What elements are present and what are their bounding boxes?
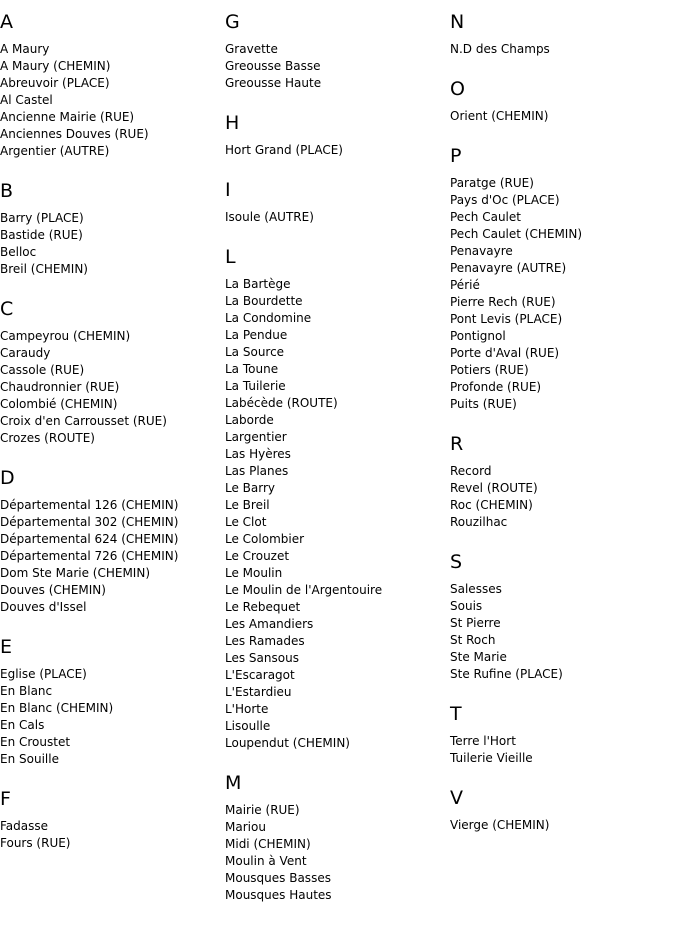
street-item: A Maury [0,42,50,56]
street-item: Crozes (ROUTE) [0,431,95,445]
street-item: Orient (CHEMIN) [450,109,549,123]
street-list [225,142,450,159]
street-item: Le Moulin [225,566,283,580]
street-item: Campeyrou (CHEMIN) [0,329,131,343]
street-item: Fours (RUE) [0,836,71,850]
street-item: L'Escaragot [225,668,295,682]
street-item: Pont Levis (PLACE) [450,312,563,326]
street-item: Chaudronnier (RUE) [0,380,120,394]
street-item: La Bourdette [225,294,303,308]
letter-section [0,788,225,852]
section-letter-heading: R [450,433,464,455]
letter-section [450,433,675,531]
section-letter-heading: O [450,78,465,100]
street-list [450,817,675,834]
street-item: Anciennes Douves (RUE) [0,127,149,141]
street-item: En Croustet [0,735,71,749]
letter-section [225,11,450,92]
street-item: Vierge (CHEMIN) [450,818,550,832]
street-item: Mousques Hautes [225,888,332,902]
street-item: Argentier (AUTRE) [0,144,110,158]
street-item: Dom Ste Marie (CHEMIN) [0,566,150,580]
street-item: Ste Rufine (PLACE) [450,667,563,681]
street-item: En Blanc [0,684,53,698]
street-item: Le Crouzet [225,549,290,563]
street-item: La Bartège [225,277,291,291]
section-letter-heading: B [0,180,14,202]
street-item: Las Planes [225,464,289,478]
letter-section [450,145,675,413]
section-letter-heading: I [225,179,231,201]
street-item: Pech Caulet (CHEMIN) [450,227,582,241]
street-item: Largentier [225,430,287,444]
street-item: Le Barry [225,481,276,495]
letter-section [450,551,675,683]
street-item: Caraudy [0,346,51,360]
street-item: Ste Marie [450,650,507,664]
street-item: St Pierre [450,616,501,630]
street-item: Barry (PLACE) [0,211,84,225]
letter-section [450,78,675,125]
street-item: Ancienne Mairie (RUE) [0,110,135,124]
street-item: Colombié (CHEMIN) [0,397,118,411]
street-list [450,175,675,413]
letter-section [0,298,225,447]
street-item: Départemental 302 (CHEMIN) [0,515,179,529]
street-item: L'Horte [225,702,269,716]
street-list [0,41,225,160]
street-item: N.D des Champs [450,42,550,56]
street-item: Eglise (PLACE) [0,667,87,681]
street-item: Départemental 726 (CHEMIN) [0,549,179,563]
section-letter-heading: G [225,11,240,33]
street-list [0,818,225,852]
street-item: Pierre Rech (RUE) [450,295,556,309]
street-item: Le Moulin de l'Argentouire [225,583,383,597]
street-item: La Condomine [225,311,312,325]
street-item: Loupendut (CHEMIN) [225,736,350,750]
street-item: Souis [450,599,483,613]
street-list [225,276,450,752]
street-list [0,497,225,616]
street-item: Greousse Basse [225,59,321,73]
section-letter-heading: L [225,246,236,268]
street-item: Potiers (RUE) [450,363,529,377]
street-item: Las Hyères [225,447,291,461]
street-item: Al Castel [0,93,53,107]
street-list [450,733,675,767]
street-item: Mairie (RUE) [225,803,300,817]
street-item: La Toune [225,362,279,376]
street-item: Paratge (RUE) [450,176,534,190]
street-item: Penavayre [450,244,513,258]
street-item: Mariou [225,820,266,834]
letter-section [0,180,225,278]
street-item: Roc (CHEMIN) [450,498,533,512]
street-item: Périé [450,278,480,292]
index-column [225,0,450,904]
street-item: Penavayre (AUTRE) [450,261,567,275]
street-item: St Roch [450,633,496,647]
street-item: Isoule (AUTRE) [225,210,314,224]
street-item: Belloc [0,245,37,259]
street-item: Douves d'Issel [0,600,87,614]
street-item: Le Clot [225,515,267,529]
section-letter-heading: C [0,298,14,320]
street-item: Hort Grand (PLACE) [225,143,343,157]
section-letter-heading: E [0,636,13,658]
street-item: Départemental 126 (CHEMIN) [0,498,179,512]
street-item: Le Colombier [225,532,305,546]
street-item: Pech Caulet [450,210,521,224]
street-item: Départemental 624 (CHEMIN) [0,532,179,546]
section-letter-heading: S [450,551,463,573]
street-item: Les Ramades [225,634,305,648]
street-item: Salesses [450,582,502,596]
letter-section [225,112,450,159]
street-item: Moulin à Vent [225,854,307,868]
street-list [0,328,225,447]
street-item: La Tuilerie [225,379,286,393]
street-item: Lisoulle [225,719,271,733]
section-letter-heading: T [450,703,462,725]
street-item: Croix d'en Carrousset (RUE) [0,414,167,428]
section-letter-heading: H [225,112,240,134]
street-item: La Source [225,345,285,359]
street-list [450,41,675,58]
street-item: Les Sansous [225,651,299,665]
street-item: Le Breil [225,498,270,512]
street-item: Terre l'Hort [450,734,516,748]
street-item: La Pendue [225,328,288,342]
street-item: Les Amandiers [225,617,314,631]
street-item: Douves (CHEMIN) [0,583,106,597]
section-letter-heading: F [0,788,11,810]
street-item: En Souille [0,752,59,766]
letter-section [450,11,675,58]
section-letter-heading: M [225,772,242,794]
street-item: Rouzilhac [450,515,508,529]
street-item: Pontignol [450,329,506,343]
section-letter-heading: D [0,467,15,489]
street-item: Bastide (RUE) [0,228,83,242]
street-item: Gravette [225,42,278,56]
letter-section [225,179,450,226]
street-list [225,41,450,92]
street-item: Record [450,464,492,478]
letter-section [225,772,450,904]
street-list [450,581,675,683]
street-item: Labécède (ROUTE) [225,396,338,410]
letter-section [0,467,225,616]
street-list [450,463,675,531]
street-item: A Maury (CHEMIN) [0,59,111,73]
street-item: Revel (ROUTE) [450,481,538,495]
street-item: Breil (CHEMIN) [0,262,88,276]
street-list [450,108,675,125]
street-item: Puits (RUE) [450,397,517,411]
street-list [225,209,450,226]
street-list [0,666,225,768]
street-list [225,802,450,904]
street-item: Le Rebequet [225,600,301,614]
street-item: L'Estardieu [225,685,292,699]
street-item: En Blanc (CHEMIN) [0,701,114,715]
street-list [0,210,225,278]
index-column [450,0,675,834]
letter-section [0,636,225,768]
street-item: Abreuvoir (PLACE) [0,76,110,90]
section-letter-heading: V [450,787,463,809]
letter-section [450,703,675,767]
section-letter-heading: P [450,145,462,167]
street-item: Pays d'Oc (PLACE) [450,193,560,207]
street-item: Tuilerie Vieille [450,751,533,765]
street-item: Laborde [225,413,274,427]
street-item: Cassole (RUE) [0,363,85,377]
street-item: Mousques Basses [225,871,331,885]
letter-section [225,246,450,752]
street-item: Midi (CHEMIN) [225,837,311,851]
street-item: Profonde (RUE) [450,380,542,394]
street-item: Greousse Haute [225,76,322,90]
street-item: Porte d'Aval (RUE) [450,346,560,360]
letter-section [450,787,675,834]
letter-section [0,11,225,160]
section-letter-heading: A [0,11,13,33]
street-item: Fadasse [0,819,49,833]
index-column [0,0,225,852]
section-letter-heading: N [450,11,465,33]
street-item: En Cals [0,718,45,732]
